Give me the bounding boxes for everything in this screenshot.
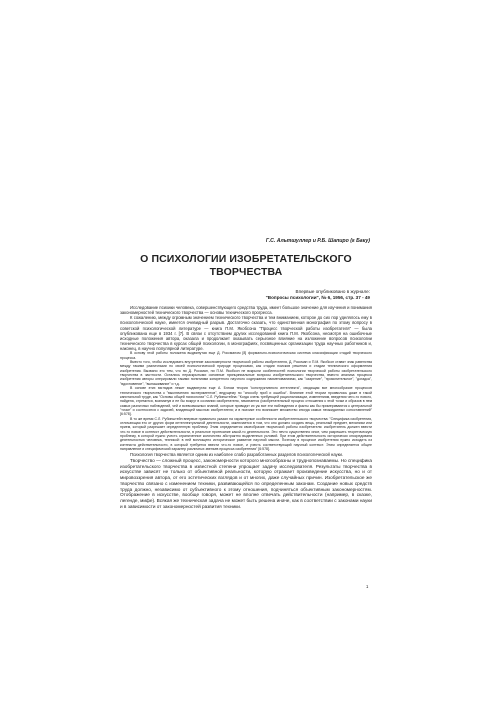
title-line-1: О ПСИХОЛОГИИ ИЗОБРЕТАТЕЛЬСКОГО — [140, 253, 352, 265]
publication-note: Впервые опубликовано в журнале: — [295, 289, 370, 294]
paragraph: Творчество — сложный процесс, закономерности которого многообразны и труднопознаваемы. Но специфика изобретательского творчества в известной степени упрощает задачу исследователя. Результаты творчества в искусстве зависят не только от объективной реальности, которую отражает произведение искусства, но и от мировоззрения автора, от его эстетических взглядов и от многих, даже случайных причин. Изобретательское же творчество связано с изменением техники, развивающейся по определенным законам. Создание новых средств труда должно, независимо от субъективного к этому отношения, подчиняться объективным закономерностям. Отображение в искусстве, вообще говоря, может не вполне отвечать действительности (например, в сказке, легенде, мифе). Всякая же техническая задача не может быть решена иначе, как в соответствии с законами науки и в зависимости от закономерностей развития техники. — [120, 457, 372, 509]
paragraph: К сожалению, между огромным значением технического творчества и тем вниманием, которое до сих пор уделялось ему в психологической науке, имеется очевидный разрыв. Достаточно сказать, что единственная монография по этому вопросу в советской психологической литературе — книга П.М. Якобсона "Процесс творческой работы изобретателя" — была опубликована еще в 1934 г. [7]. В связи с отсутствием других исследований книга П.М. Якобсона, несмотря на ошибочные исходные положения автора, оказала и продолжает оказывать серьезное влияние на изложение вопросов психологии технического творчества в курсах общей психологии, в монографиях, посвященных организации труда научных работников и, наконец, в научно популярной литературе. — [120, 315, 372, 352]
article-title — [120, 253, 372, 279]
publication-info — [266, 289, 370, 301]
paragraph: В то же время С.Л. Рубинштейн впервые правильно указал на характерные особенности изобретательского творчества: "Специфика изобретения, отличающая его от других форм интеллектуальной деятельности, заключается в том, что оно должно создать вещь, реальный предмет, механизм или прием, который разрешает определенную проблему. Этим определяется своеобразие творческой работы изобретателя: изобретатель должен ввести что-то новое в контекст действительности, в реальное протекание какой-то деятельности. Это нечто существенно иное, чем разрешить теоретическую проблему, в которой нужно учесть ограниченное количество абстрактно выделенных условий. При этом действительность исторически опосредована деятельностью человека, техникой: в ней воплощено историческое развитие научной мысли. Поэтому в процессе изобретения нужно исходить из контекста действительности, в который требуется ввести что-то новое, и учесть соответствующий научный контекст. Этим определяется общее направление и специфический характер различных звеньев процесса изобретения" [6:578]. — [120, 416, 372, 451]
paragraph: Психология творчества является одним из наиболее слабо разработанных разделов психологической науки. — [130, 451, 344, 457]
title-line-2: ТВОРЧЕСТВА — [209, 266, 283, 278]
paragraph: Исследование психики человека, совершенствующего средства труда, имеет большое значение для изучения и понимания закономерностей технического творчества — основы технического прогресса. — [120, 305, 372, 316]
article-authors: Г.С. Альтшуллер и Р.Б. Шапиро (г Баку) — [265, 238, 370, 244]
page-number: 1 — [366, 584, 369, 589]
paragraph: В основу этой работы положена выдвинутая еще Д. Россманом [8] формально-психологическая система классификации стадий творческого процесса. — [120, 351, 372, 360]
article-body — [120, 305, 372, 510]
publication-source: "Вопросы психологии", № 6, 1956, стр. 37 - 49 — [265, 295, 370, 301]
paragraph: В основе этих взглядов лежит выдвинутая еще А. Бэном теория "конструктивного интеллекта", сводящая все многообразие процессов технического творчества к "выключению экспериментов", ведущему по "способу проб и ошибок". Влияние этой теории проявилось даже в такой капитальной труде, как "Основы общей психологии" С.Л. Рубинштейна: "Когда очень требующей рационализации, изменениям, введения чего-то нового, найдена, стремится, возникнув и ее бы вокруг в сознании изобретателя, начинается (изобретательный процесс отношения к этой точки и образов в нем самых различных наблюдений, чей и всевозможных знаний, которые приводят их уж все эти наблюдения и факты как бы примериваются к центральной "точке" и соотносятся с задачей, владеющей мыслью изобретателя; и в психике его возникает множество иногда самых неожиданных сопоставлений" [6:578]. — [120, 386, 372, 417]
paragraph: Вместо того, чтобы исследовать внутренние закономерности творческой работы изобретателя, Д. Россман и П.М. Якобсон ставят знак равенства между такими различными по своей психологической природе процессами, как стадии поисков решения и стадии технического оформления изобретения. Вызвано это тем, что ни Д. Россман, ни П.М. Якобсон не вскрыли особенностей психологии творческой работы изобретательского творчества в частности. Остались нераскрытыми основные принципиальные вопросы изобретательского творчества, вместо анализа процесса изобретения авторы оперировали такими понятиями конкретного научного содержания наименованиями, как "озарение", "прояснительное", "догадка", "вдохновение", "вынашивание" и т.д. — [120, 360, 372, 386]
